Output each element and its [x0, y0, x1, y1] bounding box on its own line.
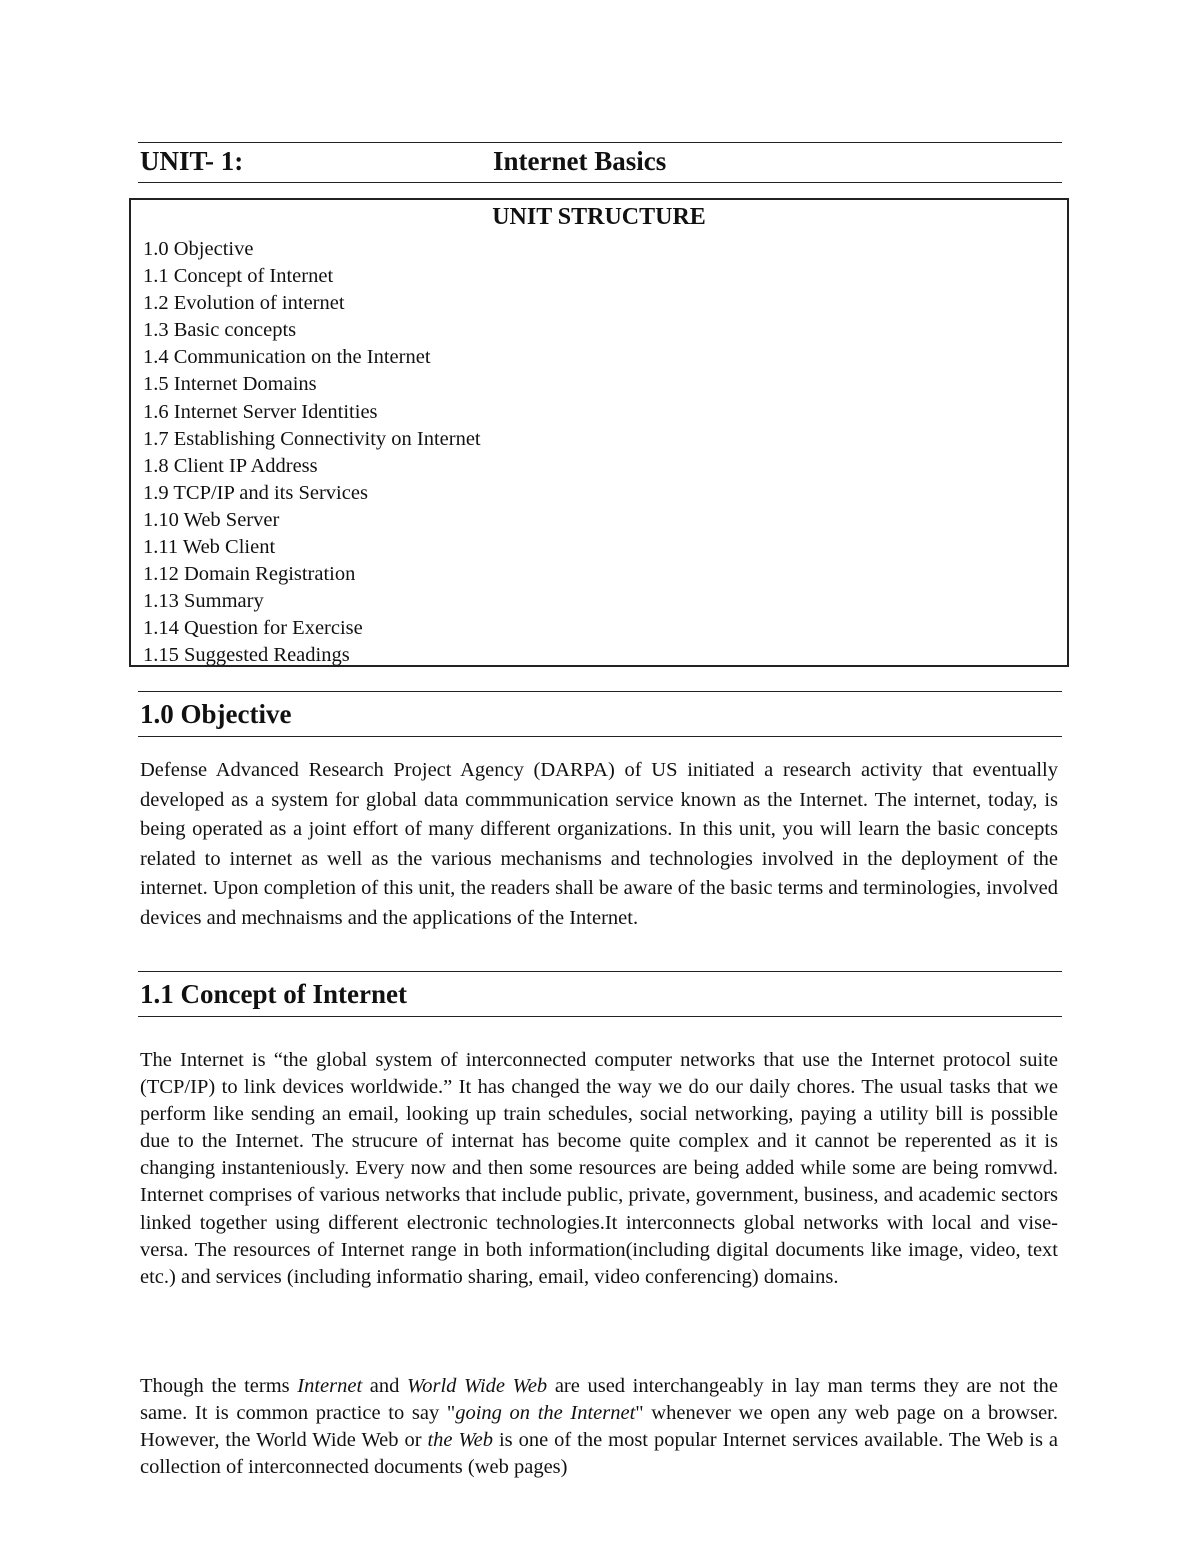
toc-item: 1.4 Communication on the Internet — [143, 346, 431, 369]
paragraph-text: is one of the most popular Internet services available. The Web is a collection of interconnected documents (web pages) — [140, 1429, 1059, 1479]
toc-item: 1.5 Internet Domains — [143, 373, 317, 396]
header-bottom-rule — [138, 182, 1062, 183]
concept-paragraph-2 — [140, 1373, 1058, 1481]
toc-item: 1.8 Client IP Address — [143, 454, 318, 477]
toc-item: 1.7 Establishing Connectivity on Internet — [143, 427, 481, 450]
concept-bottom-rule — [138, 1016, 1062, 1017]
toc-item: 1.6 Internet Server Identities — [143, 400, 378, 423]
toc-item: 1.14 Question for Exercise — [143, 617, 363, 640]
toc-item: 1.10 Web Server — [143, 508, 280, 531]
emphasis-world-wide-web: World Wide Web — [407, 1375, 548, 1397]
unit-structure-heading: UNIT STRUCTURE — [492, 204, 706, 230]
concept-heading: 1.1 Concept of Internet — [140, 979, 407, 1009]
objective-top-rule — [138, 691, 1062, 692]
toc-item: 1.9 TCP/IP and its Services — [143, 481, 368, 504]
header-top-rule — [138, 142, 1062, 143]
paragraph-text: and — [362, 1375, 408, 1397]
objective-heading: 1.0 Objective — [140, 699, 292, 729]
emphasis-internet: Internet — [297, 1375, 363, 1397]
unit-structure-list — [143, 236, 481, 670]
toc-item: 1.2 Evolution of internet — [143, 292, 345, 315]
paragraph-text: Though the terms — [140, 1375, 298, 1397]
toc-item: 1.3 Basic concepts — [143, 319, 297, 342]
toc-item: 1.0 Objective — [143, 238, 254, 260]
emphasis-going-on-the-internet: going on the Internet — [455, 1402, 636, 1425]
toc-item: 1.12 Domain Registration — [143, 563, 356, 586]
toc-item: 1.13 Summary — [143, 590, 264, 613]
toc-item: 1.15 Suggested Readings — [143, 644, 350, 667]
objective-paragraph: Defense Advanced Research Project Agency (DARPA) of US initiated a research activity that eventually developed as a system for global data commmunication service known as the Internet. The internet, today, is being operated as a joint effort of many different organizations. In this unit, you will learn the basic concepts related to internet as well as the various mechanisms and technologies involved in the deployment of the internet. Upon completion of this unit, the readers shall be aware of the basic terms and terminologies, involved devices and mechnaisms and the applications of the Internet. — [140, 759, 1058, 929]
unit-label: UNIT- 1: — [140, 146, 244, 176]
concept-top-rule — [138, 971, 1062, 972]
concept-paragraph-1: The Internet is “the global system of interconnected computer networks that use the Internet protocol suite (TCP/IP) to link devices worldwide.” It has changed the way we do our daily chores. The usual tasks that we perform like sending an email, looking up train schedules, social networking, paying a utility bill is possible due to the Internet. The strucure of internat has become quite complex and it cannot be reperented as it is changing instanteniously. Every now and then some resources are being added while some are being romvwd. Internet comprises of various networks that include public, private, government, business, and academic sectors linked together using different electronic technologies.It interconnects global networks with local and vise-versa. The resources of Internet range in both information(including digital documents like image, video, text etc.) and services (including informatio sharing, email, video conferencing) domains. — [140, 1049, 1058, 1288]
paragraph-text: " whenever we open any web page on a browser. However, the World Wide Web or — [140, 1402, 1058, 1452]
paragraph-text: are used interchangeably in lay man terms they are not the same. It is common practice to say " — [140, 1375, 1058, 1425]
unit-structure-box — [129, 198, 1069, 667]
objective-bottom-rule — [138, 736, 1062, 737]
toc-item: 1.11 Web Client — [143, 536, 276, 559]
unit-header — [138, 146, 1062, 182]
emphasis-the-web: the Web — [427, 1429, 494, 1452]
unit-title: Internet Basics — [493, 146, 667, 176]
toc-item: 1.1 Concept of Internet — [143, 265, 334, 288]
